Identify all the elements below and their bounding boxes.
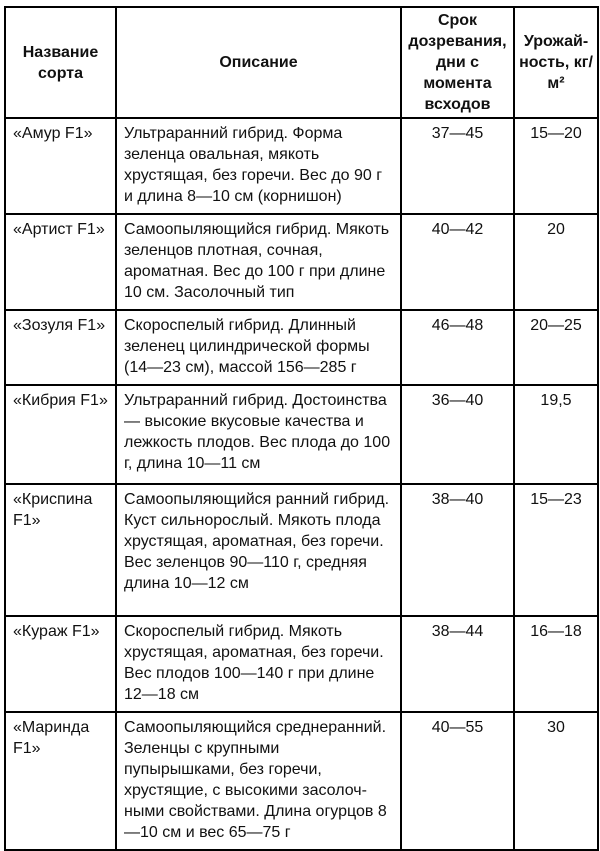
table-row — [5, 310, 598, 385]
yield-cell: 15—20 — [514, 118, 598, 214]
description-cell: Скороспелый гибрид. Мякоть хрустящая, ароматная, без горечи. Вес плодов 100—140 г при длине 12—18 см — [116, 616, 401, 712]
table-row — [5, 385, 598, 484]
table-row — [5, 118, 598, 214]
ripening-cell: 37—45 — [401, 118, 514, 214]
yield-cell: 20—25 — [514, 310, 598, 385]
variety-name-cell: «Артист F1» — [5, 214, 116, 310]
table-row — [5, 712, 598, 850]
ripening-cell: 38—44 — [401, 616, 514, 712]
ripening-cell: 40—55 — [401, 712, 514, 850]
ripening-cell: 40—42 — [401, 214, 514, 310]
variety-name-cell: «Кибрия F1» — [5, 385, 116, 484]
yield-cell: 20 — [514, 214, 598, 310]
description-cell: Ультраранний гибрид. Достоинства — высокие вкусовые качества и лежкость плодов. Вес плода до 100 г, длина 10—11 см — [116, 385, 401, 484]
yield-cell: 15—23 — [514, 484, 598, 616]
variety-name-cell: «Зозуля F1» — [5, 310, 116, 385]
variety-name-cell: «Амур F1» — [5, 118, 116, 214]
description-cell: Ультраранний гибрид. Форма зеленца овальная, мякоть хрустящая, без горечи. Вес до 90 г и длина 8—10 см (корнишон) — [116, 118, 401, 214]
description-cell: Самоопыляющийся гибрид. Мякоть зеленцов плотная, сочная, ароматная. Вес до 100 г при длине 10 см. Засолочный тип — [116, 214, 401, 310]
yield-cell: 16—18 — [514, 616, 598, 712]
column-header-description: Описание — [116, 7, 401, 118]
variety-name-cell: «Кураж F1» — [5, 616, 116, 712]
ripening-cell: 36—40 — [401, 385, 514, 484]
cucumber-varieties-table — [4, 6, 599, 851]
description-cell: Самоопыляющийся среднеранний. Зеленцы с крупными пупырышками, без горечи, хрустящие, с высокими засолочными свойствами. Длина огурцов 8—10 см и вес 65—75 г — [116, 712, 401, 850]
yield-cell: 30 — [514, 712, 598, 850]
yield-cell: 19,5 — [514, 385, 598, 484]
ripening-cell: 46—48 — [401, 310, 514, 385]
variety-name-cell: «Маринда F1» — [5, 712, 116, 850]
ripening-cell: 38—40 — [401, 484, 514, 616]
column-header-variety-name: Название сорта — [5, 7, 116, 118]
table-row — [5, 484, 598, 616]
variety-name-cell: «Криспина F1» — [5, 484, 116, 616]
header-row — [5, 7, 598, 118]
description-cell: Самоопыляющийся ранний гибрид. Куст сильнорослый. Мякоть плода хрустящая, ароматная, без горечи. Вес зеленцов 90—110 г, средняя длина 10—12 см — [116, 484, 401, 616]
table-row — [5, 214, 598, 310]
column-header-yield: Урожайность, кг/м² — [514, 7, 598, 118]
table-row — [5, 616, 598, 712]
description-cell: Скороспелый гибрид. Длинный зеленец цилиндрической формы (14—23 см), массой 156—285 г — [116, 310, 401, 385]
column-header-ripening: Срок дозревания, дни с момента всходов — [401, 7, 514, 118]
